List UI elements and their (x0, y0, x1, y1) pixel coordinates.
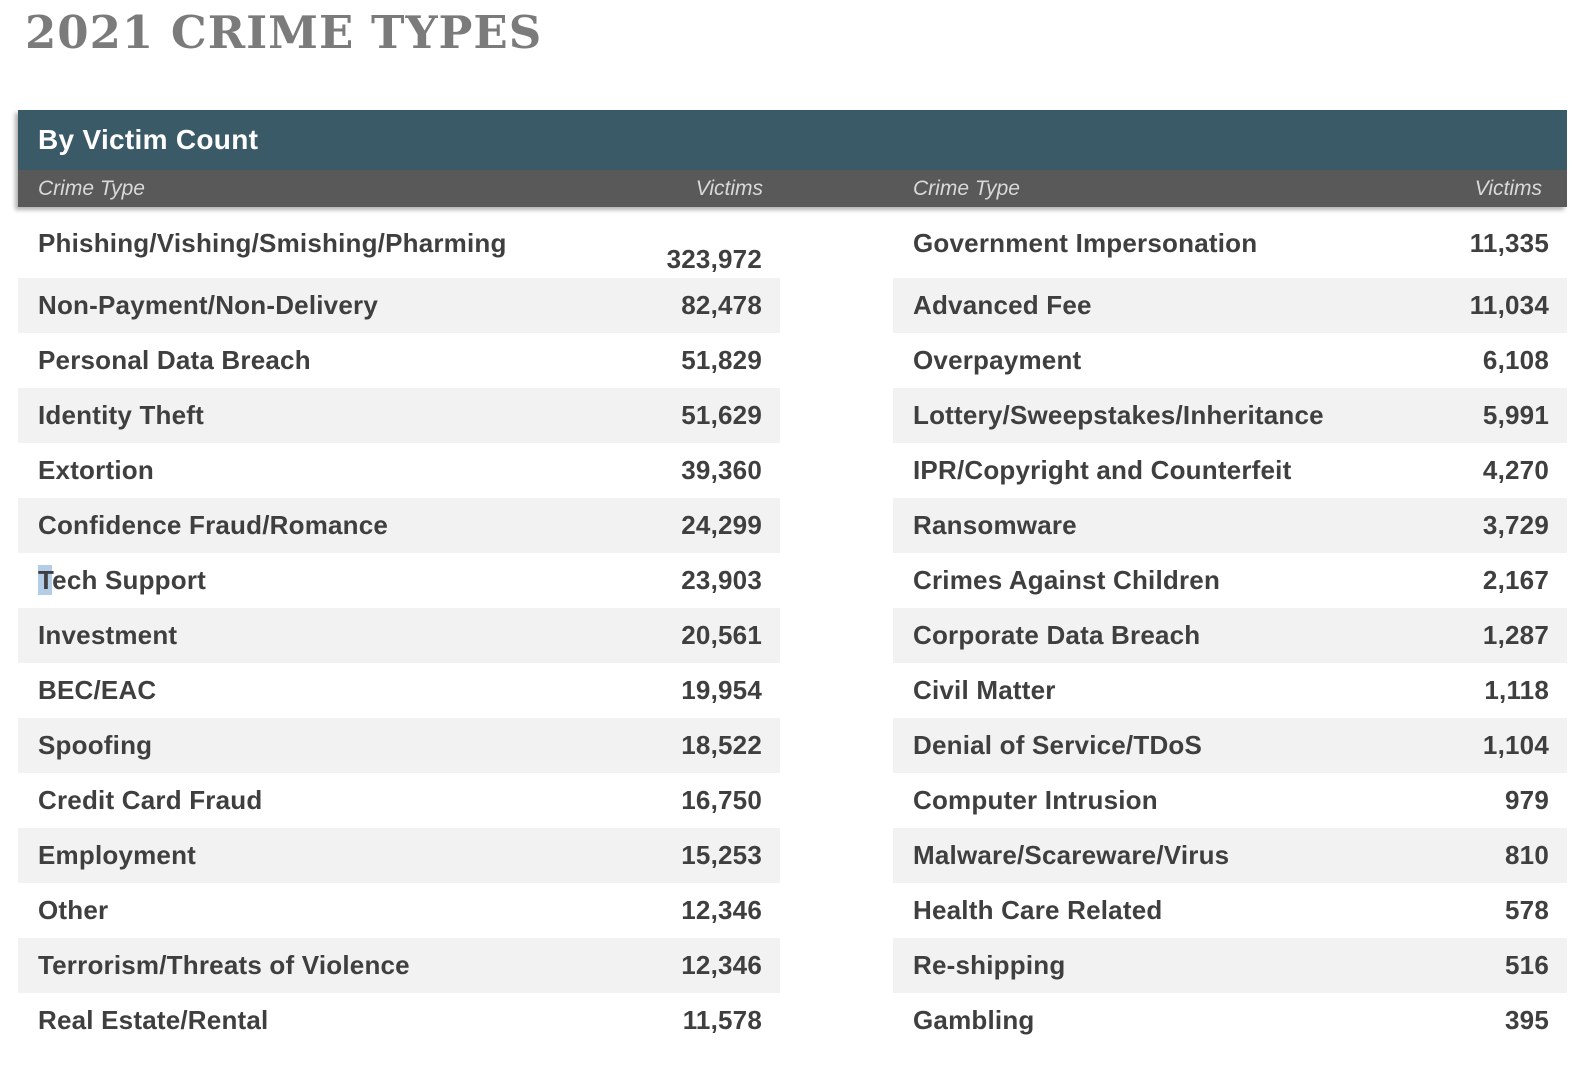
crime-type-cell: Non-Payment/Non-Delivery (38, 290, 378, 320)
text-selection-highlight: T (38, 565, 53, 595)
crime-type-cell: Tech Support (38, 565, 207, 595)
victims-cell: 6,108 (1482, 345, 1549, 375)
table-row (18, 718, 780, 773)
crime-type-cell: Overpayment (913, 345, 1082, 375)
crime-type-cell: Investment (38, 620, 178, 650)
crime-type-cell: Malware/Scareware/Virus (913, 840, 1230, 870)
crime-type-cell: Real Estate/Rental (38, 1005, 269, 1035)
victims-cell: 323,972 (666, 243, 762, 274)
crime-type-cell: BEC/EAC (38, 675, 157, 705)
victims-cell: 979 (1505, 785, 1549, 815)
victims-cell: 24,299 (681, 510, 762, 540)
victims-cell: 11,578 (682, 1005, 762, 1035)
table-row (893, 498, 1567, 553)
table-column-right (893, 208, 1567, 1048)
table-row (893, 443, 1567, 498)
crime-type-cell: Corporate Data Breach (913, 620, 1201, 650)
column-header-victims-right: Victims (1474, 177, 1542, 200)
victims-cell: 395 (1505, 1005, 1549, 1035)
table-row (893, 828, 1567, 883)
table-row (893, 938, 1567, 993)
table-row (893, 993, 1567, 1048)
victims-cell: 5,991 (1482, 400, 1549, 430)
victims-cell: 11,335 (1469, 227, 1549, 258)
victims-cell: 1,104 (1482, 730, 1549, 760)
victims-cell: 516 (1505, 950, 1549, 980)
crime-type-cell: Identity Theft (38, 400, 205, 430)
table-row (893, 718, 1567, 773)
victims-cell: 1,118 (1484, 675, 1549, 705)
table-column-left (18, 208, 780, 1048)
crime-type-cell: Gambling (913, 1005, 1035, 1035)
table-row (893, 608, 1567, 663)
crime-type-cell: Personal Data Breach (38, 345, 311, 375)
table-row (18, 498, 780, 553)
crime-types-table (18, 110, 1567, 1048)
table-row (893, 663, 1567, 718)
table-row (18, 993, 780, 1048)
victims-cell: 51,829 (681, 345, 762, 375)
crime-type-cell: Terrorism/Threats of Violence (38, 950, 410, 980)
table-row (18, 333, 780, 388)
page-title: 2021 CRIME TYPES (25, 6, 543, 59)
crime-type-cell: Computer Intrusion (913, 785, 1158, 815)
crime-type-cell: Ransomware (913, 510, 1077, 540)
table-row (18, 208, 780, 278)
crime-type-cell: IPR/Copyright and Counterfeit (913, 455, 1292, 485)
table-row (893, 278, 1567, 333)
table-title: By Victim Count (38, 124, 259, 155)
column-header-crime-type-left: Crime Type (38, 177, 145, 200)
victims-cell: 51,629 (681, 400, 762, 430)
crime-type-cell: Government Impersonation (913, 227, 1258, 258)
crime-type-cell: Denial of Service/TDoS (913, 730, 1203, 760)
victims-cell: 12,346 (681, 895, 762, 925)
table-row (18, 663, 780, 718)
crime-type-cell: Phishing/Vishing/Smishing/Pharming (38, 227, 507, 258)
table-row (893, 333, 1567, 388)
victims-cell: 2,167 (1482, 565, 1549, 595)
victims-cell: 1,287 (1482, 620, 1549, 650)
crime-type-cell: Crimes Against Children (913, 565, 1221, 595)
victims-cell: 4,270 (1482, 455, 1549, 485)
victims-cell: 19,954 (681, 675, 762, 705)
table-row (18, 608, 780, 663)
table-row (18, 388, 780, 443)
crime-type-cell: Lottery/Sweepstakes/Inheritance (913, 400, 1324, 430)
victims-cell: 15,253 (681, 840, 762, 870)
victims-cell: 23,903 (681, 565, 762, 595)
crime-type-cell: Confidence Fraud/Romance (38, 510, 389, 540)
crime-type-cell: Employment (38, 840, 197, 870)
table-row (893, 773, 1567, 828)
victims-cell: 578 (1505, 895, 1549, 925)
table-body (18, 207, 1567, 1048)
table-title-bar (18, 110, 1567, 170)
table-row (18, 883, 780, 938)
crime-type-cell: Spoofing (38, 730, 153, 760)
crime-type-cell: Other (38, 895, 109, 925)
table-column-header-bar (18, 170, 1567, 207)
table-row (18, 553, 780, 608)
table-row (893, 388, 1567, 443)
table-row (893, 553, 1567, 608)
victims-cell: 20,561 (681, 620, 762, 650)
table-row (18, 278, 780, 333)
table-row (893, 883, 1567, 938)
crime-type-cell: Health Care Related (913, 895, 1163, 925)
table-row (18, 828, 780, 883)
column-header-victims-left: Victims (695, 177, 763, 200)
victims-cell: 82,478 (681, 290, 762, 320)
table-row (18, 938, 780, 993)
crime-type-cell: Credit Card Fraud (38, 785, 263, 815)
victims-cell: 18,522 (681, 730, 762, 760)
crime-type-cell: Advanced Fee (913, 290, 1092, 320)
table-row (893, 208, 1567, 278)
table-header-block (18, 110, 1567, 207)
victims-cell: 3,729 (1482, 510, 1549, 540)
table-row (18, 773, 780, 828)
column-header-crime-type-right: Crime Type (913, 177, 1020, 200)
crime-type-cell: Re-shipping (913, 950, 1066, 980)
crime-type-cell: Extortion (38, 455, 154, 485)
crime-type-cell: Civil Matter (913, 675, 1056, 705)
table-row (18, 443, 780, 498)
victims-cell: 16,750 (681, 785, 762, 815)
victims-cell: 12,346 (681, 950, 762, 980)
victims-cell: 810 (1505, 840, 1549, 870)
victims-cell: 11,034 (1469, 290, 1549, 320)
victims-cell: 39,360 (681, 455, 762, 485)
